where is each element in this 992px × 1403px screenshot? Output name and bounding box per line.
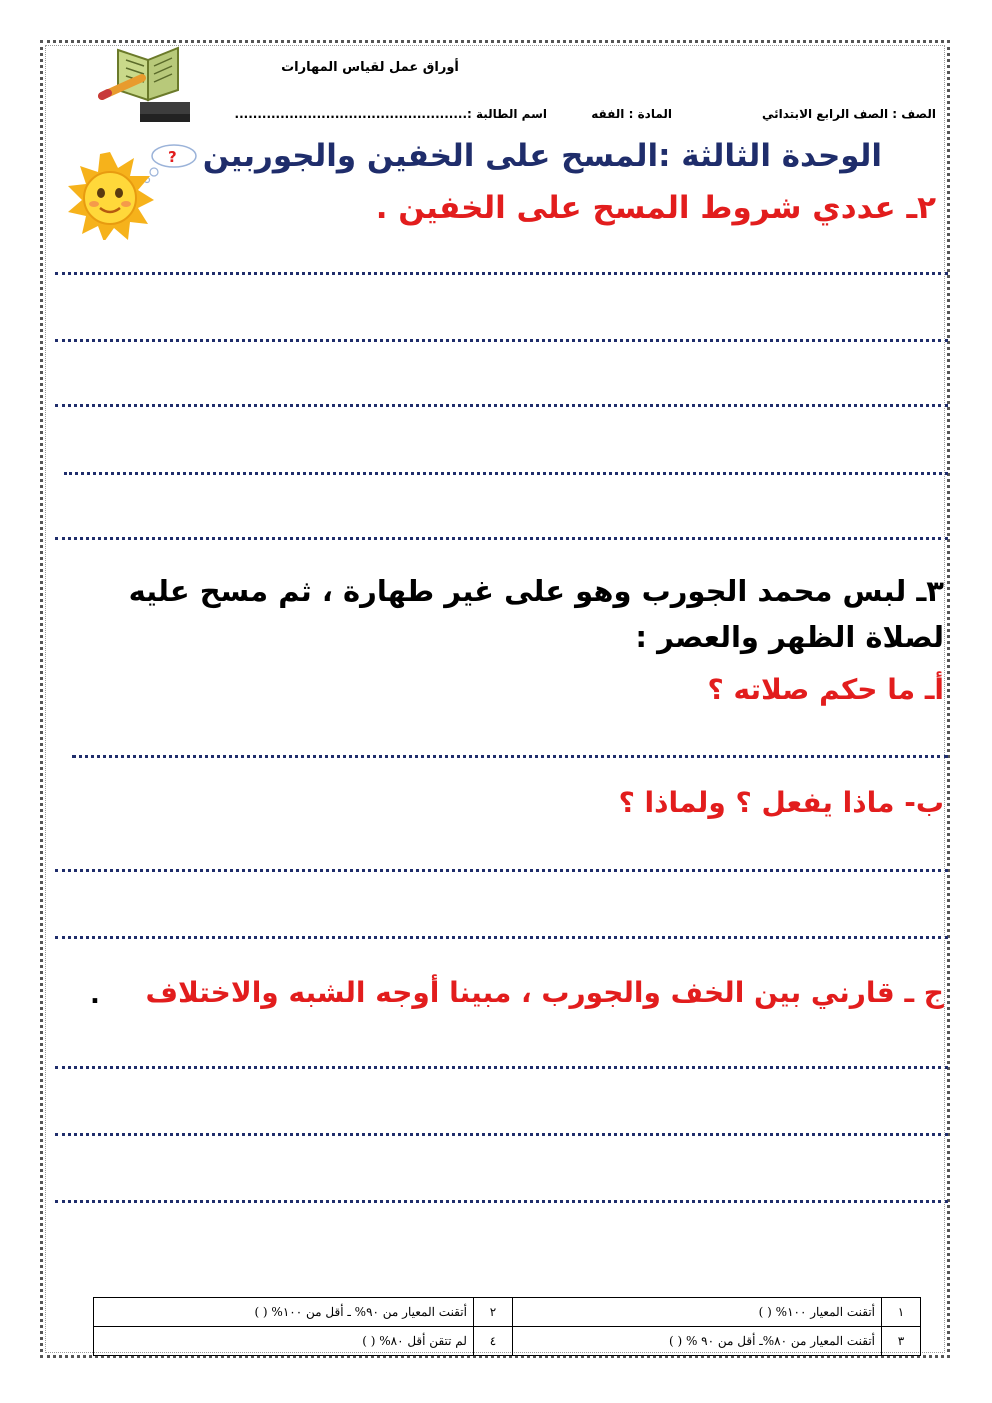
score-num: ٣ xyxy=(882,1327,921,1356)
answer-line[interactable] xyxy=(55,404,948,407)
score-num: ١ xyxy=(882,1298,921,1327)
worksheet-title: أوراق عمل لقياس المهارات xyxy=(281,60,459,75)
question-3b: ب- ماذا يفعل ؟ ولماذا ؟ xyxy=(618,786,944,819)
sun-thinking-icon xyxy=(62,140,197,240)
answer-line[interactable] xyxy=(55,537,948,540)
subject-label: المادة : الفقه xyxy=(591,107,672,121)
question-3a: أـ ما حكم صلاته ؟ xyxy=(707,673,944,706)
table-row xyxy=(94,1327,921,1356)
answer-line[interactable] xyxy=(64,472,948,475)
question-2: ٢ـ عددي شروط المسح على الخفين . xyxy=(375,190,936,226)
answer-line[interactable] xyxy=(55,1066,948,1069)
answer-line[interactable] xyxy=(55,1133,948,1136)
answer-line[interactable] xyxy=(55,272,948,275)
grade-label: الصف : الصف الرابع الابتدائي xyxy=(761,107,936,121)
svg-text:?: ? xyxy=(168,148,177,166)
score-num: ٤ xyxy=(473,1327,512,1356)
question-3c-period: . xyxy=(90,980,100,1010)
book-pencil-icon xyxy=(98,40,198,130)
score-criterion[interactable]: أتقنت المعيار من ٨٠%ـ أقل من ٩٠ % ( ) xyxy=(512,1327,881,1356)
score-criterion[interactable]: أتقنت المعيار من ٩٠% ـ أقل من ١٠٠% ( ) xyxy=(94,1298,474,1327)
unit-title: الوحدة الثالثة :المسح على الخفين والجوربين xyxy=(202,138,882,174)
table-row xyxy=(94,1298,921,1327)
student-name-field[interactable]: اسم الطالبة :................................................... xyxy=(234,107,547,121)
scoring-table xyxy=(93,1297,921,1356)
question-3c: ج ـ قارني بين الخف والجورب ، مبينا أوجه الشبه والاختلاف xyxy=(145,976,944,1009)
answer-line[interactable] xyxy=(55,1200,948,1203)
question-3: ٣ـ لبس محمد الجورب وهو على غير طهارة ، ثم مسح عليه لصلاة الظهر والعصر : xyxy=(128,574,944,654)
answer-line[interactable] xyxy=(72,755,948,758)
score-criterion[interactable]: أتقنت المعيار ١٠٠% ( ) xyxy=(512,1298,881,1327)
score-num: ٢ xyxy=(473,1298,512,1327)
score-criterion[interactable]: لم تتقن أقل ٨٠% ( ) xyxy=(94,1327,474,1356)
answer-line[interactable] xyxy=(55,339,948,342)
answer-line[interactable] xyxy=(55,869,948,872)
answer-line[interactable] xyxy=(55,936,948,939)
